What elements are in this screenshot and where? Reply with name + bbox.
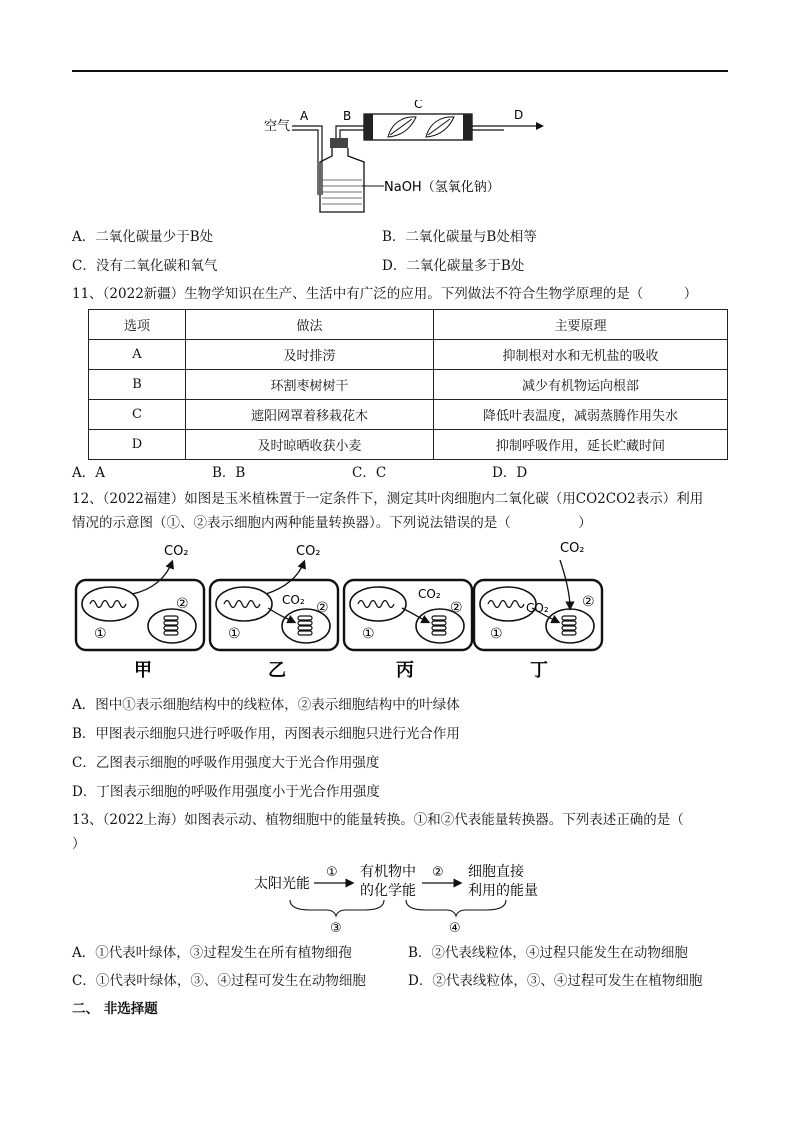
marker-1: ①: [490, 626, 503, 642]
label-b: B: [343, 109, 352, 123]
q10-option-b: B．二氧化碳量与B处相等: [382, 229, 537, 245]
table-cell: 降低叶表温度，减弱蒸腾作用失水: [434, 400, 728, 430]
q13-option-b: B．②代表线粒体，④过程只能发生在动物细胞: [408, 945, 688, 961]
marker-1: ①: [362, 626, 375, 642]
label-a: A: [300, 109, 309, 123]
cell-energy-label-1: 细胞直接: [468, 864, 524, 880]
table-cell: C: [89, 400, 186, 430]
marker-1: ①: [228, 626, 241, 642]
cell-jia: [76, 544, 204, 650]
cell-name: 丙: [396, 660, 414, 681]
q12-stem-line2: 情况的示意图（①、②表示细胞内两种能量转换器）。下列说法错误的是（ ）: [72, 515, 592, 531]
marker-2: ②: [432, 865, 444, 880]
cell-name: 乙: [268, 660, 286, 681]
q12-stem-line1: 12、（2022福建）如图是玉米植株置于一定条件下，测定其叶肉细胞内二氧化碳（用CO2CO2表示）利用: [72, 491, 704, 507]
glass-tube: [364, 114, 472, 140]
q13-stem-line1: 13、（2022上海）如图表示动、植物细胞中的能量转换。①和②代表能量转换器。下列表述正确的是（: [72, 812, 684, 828]
q13-option-a: A．①代表叶绿体，③过程发生在所有植物细孢: [72, 945, 352, 961]
marker-2: ②: [450, 600, 463, 616]
table-cell: 遮阳网罩着移栽花木: [186, 400, 434, 430]
table-row: [89, 340, 728, 370]
q11-table: [88, 309, 728, 460]
table-cell: 及时晾晒收获小麦: [186, 430, 434, 460]
naoh-label: NaOH（氢氧化钠）: [384, 180, 500, 195]
organic-label-2: 的化学能: [360, 883, 416, 899]
table-row: [89, 400, 728, 430]
q10-apparatus-diagram: [260, 100, 550, 216]
marker-2: ②: [176, 596, 189, 612]
q13-option-d: D．②代表线粒体，③、④过程可发生在植物细胞: [408, 973, 703, 989]
q11-stem: 11、（2022新疆）生物学知识在生产、生活中有广泛的应用。下列做法不符合生物学原理的是（ ）: [72, 286, 698, 302]
co2-label: CO₂: [560, 541, 585, 556]
table-cell: B: [89, 370, 186, 400]
q11-option-d: D．D: [492, 465, 528, 481]
q11-option-b: B．B: [212, 465, 246, 481]
q10-option-c: C．没有二氧化碳和氧气: [72, 258, 218, 274]
header-rule: [72, 70, 728, 72]
q12-option-c: C．乙图表示细胞的呼吸作用强度大于光合作用强度: [72, 755, 380, 771]
table-header-row: [89, 310, 728, 340]
co2-label: CO₂: [526, 601, 549, 615]
table-header: 选项: [89, 310, 186, 340]
table-row: [89, 430, 728, 460]
table-cell: A: [89, 340, 186, 370]
air-label: 空气: [264, 119, 291, 134]
co2-label: CO₂: [164, 544, 189, 559]
marker-1: ①: [94, 626, 107, 642]
marker-4: ④: [449, 921, 461, 936]
table-header: 做法: [186, 310, 434, 340]
table-cell: 减少有机物运向根部: [434, 370, 728, 400]
label-d: D: [514, 108, 524, 122]
q12-option-a: A．图中①表示细胞结构中的线粒体，②表示细胞结构中的叶绿体: [72, 697, 460, 713]
q12-option-d: D．丁图表示细胞的呼吸作用强度小于光合作用强度: [72, 784, 380, 800]
q12-cell-diagram: [72, 538, 612, 684]
q11-option-c: C．C: [352, 465, 387, 481]
table-cell: 抑制根对水和无机盐的吸收: [434, 340, 728, 370]
table-cell: 环割枣树树干: [186, 370, 434, 400]
q13-energy-diagram: [250, 858, 560, 938]
brace-3: [290, 900, 384, 916]
brace-4: [406, 900, 506, 916]
bottle-stopper: [330, 138, 348, 148]
table-cell: 及时排涝: [186, 340, 434, 370]
q12-option-b: B．甲图表示细胞只进行呼吸作用，丙图表示细胞只进行光合作用: [72, 726, 460, 742]
q11-option-a: A．A: [72, 465, 105, 481]
q10-option-a: A．二氧化碳量少于B处: [72, 229, 214, 245]
table-row: [89, 370, 728, 400]
section-title: 二、 非选择题: [72, 1001, 158, 1017]
label-c: C: [414, 100, 423, 111]
cell-name: 丁: [530, 660, 548, 681]
solar-energy-label: 太阳光能: [254, 876, 310, 892]
q10-option-d: D．二氧化碳量多于B处: [382, 258, 525, 274]
marker-3: ③: [330, 921, 342, 936]
co2-label: CO₂: [282, 593, 305, 607]
q13-stem-line2: ）: [72, 836, 86, 852]
organic-label-1: 有机物中: [360, 864, 416, 880]
cell-yi: [210, 544, 338, 650]
co2-label: CO₂: [418, 587, 441, 601]
cell-ding: [474, 541, 602, 650]
table-header: 主要原理: [434, 310, 728, 340]
table-cell: 抑制呼吸作用，延长贮藏时间: [434, 430, 728, 460]
marker-1: ①: [326, 865, 338, 880]
marker-2: ②: [316, 600, 329, 616]
cell-name: 甲: [134, 660, 152, 681]
cell-bing: [344, 580, 472, 650]
marker-2: ②: [582, 594, 595, 610]
cell-energy-label-2: 利用的能量: [468, 883, 538, 899]
leaf-icon: [426, 117, 454, 137]
table-cell: D: [89, 430, 186, 460]
leaf-icon: [388, 117, 416, 137]
co2-label: CO₂: [296, 544, 321, 559]
q13-option-c: C．①代表叶绿体，③、④过程可发生在动物细胞: [72, 973, 366, 989]
